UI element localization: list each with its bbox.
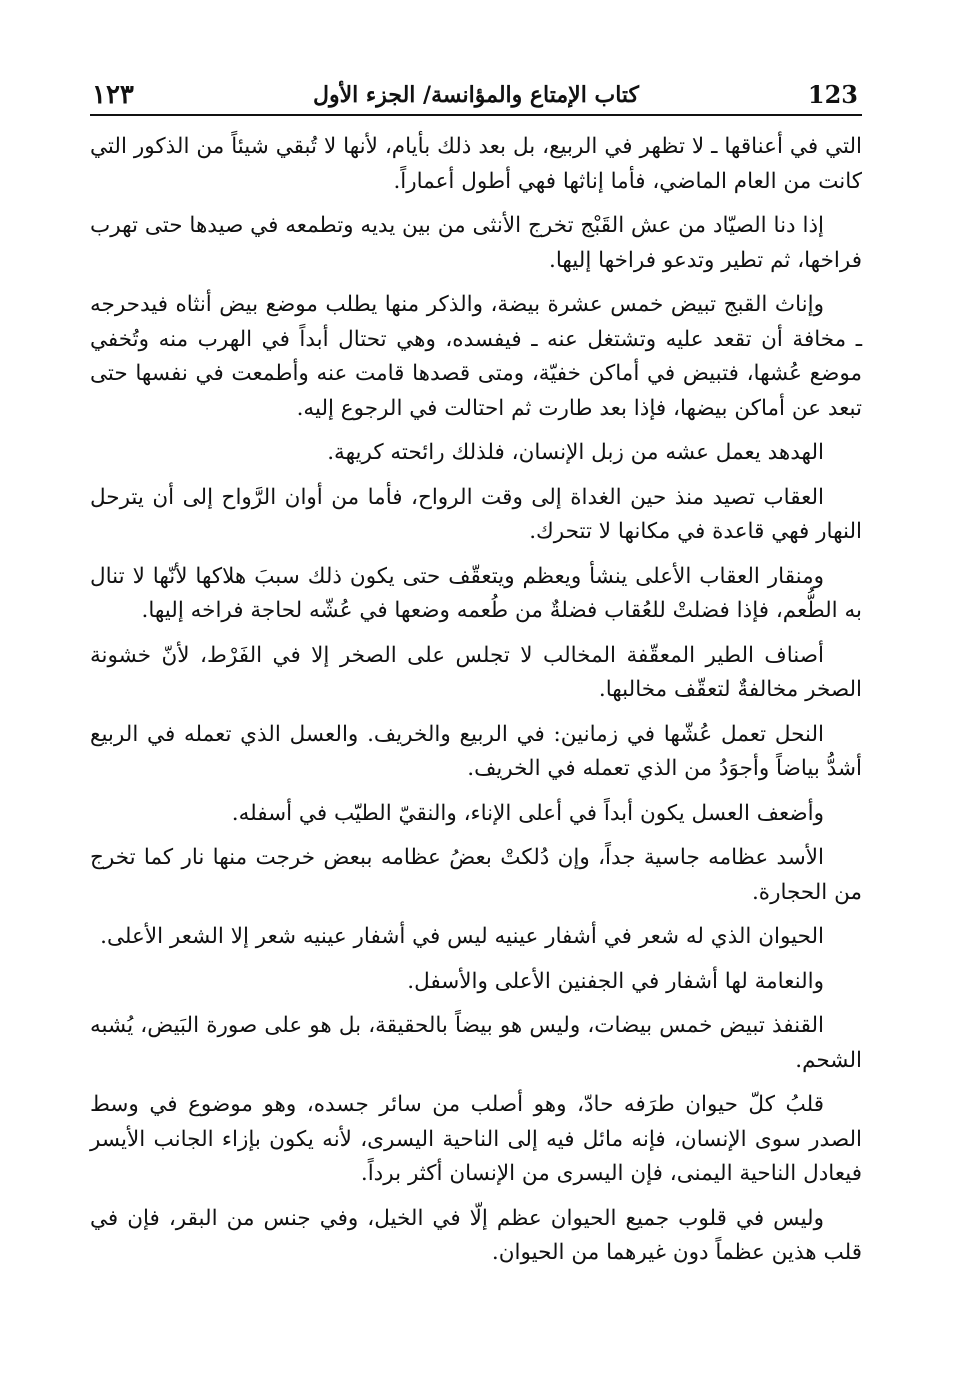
book-title: كتاب الإمتاع والمؤانسة/ الجزء الأول <box>312 82 640 108</box>
page-number-arabic: ١٢٣ <box>92 80 134 110</box>
paragraph: إذا دنا الصيّاد من عش القَبْج تخرج الأنثى من بين يديه وتطمعه في صيدها حتى تهرب فراخها، ثم تطير وتدعو فراخها إليها. <box>90 213 862 273</box>
paragraph: والنعامة لها أشفار في الجفنين الأعلى والأسفل. <box>407 968 824 994</box>
paragraph: العقاب تصيد منذ حين الغداة إلى وقت الرواح، فأما من أوان الرَّواح إلى أن يترحل النهار فهي قاعدة في مكانها لا تتحرك. <box>90 484 862 544</box>
paragraph: وإناث القبج تبيض خمس عشرة بيضة، والذكر منها يطلب موضع بيض أنثاه فيدحرجه ـ مخافة أن تقعد عليه وتشتغل عنه ـ فيفسده، وهي تحتال أبداً في الهرب منه وتُخفي موضع عُشها، فتبيض في أماكن خفيّة، ومتى قصدها قامت عنه وأطمعت في نفسها حتى تبعد عن أماكن بيضها، فإذا بعد طارت ثم احتالت في الرجوع إليه. <box>90 292 862 421</box>
paragraph: ومنقار العقاب الأعلى ينشأ ويعظم ويتعقّف حتى يكون ذلك سببَ هلاكها لأنّها لا تنال به الطُّعم، فإذا فضلتْ للعُقاب فضلةٌ من طُعمه وضعها في عُشّه لحاجة فراخه إليها. <box>90 563 862 623</box>
paragraph: الحيوان الذي له شعر في أشفار عينيه ليس في أشفار عينيه شعر إلا الشعر الأعلى. <box>100 924 824 949</box>
paragraph: التي في أعناقها ـ لا تظهر في الربيع، بل بعد ذلك بأيام، لأنها لا تُبقي شيئاً من الذكور التي كانت من العام الماضي، فأما إناثها فهي أطول أعماراً. <box>90 134 862 194</box>
paragraph: وليس في قلوب جميع الحيوان عظم إلّا في الخيل، وفي جنس من البقر، فإن في قلب هذين عظماً دون غيرهما من الحيوان. <box>90 1205 862 1265</box>
paragraph: الأسد عظامه جاسية جداً، وإن دُلكتْ بعضُ عظامه ببعض خرجت منها نار كما تخرج من الحجارة. <box>90 845 862 905</box>
paragraph: القنفذ تبيض خمس بيضات، وليس هو بيضاً بالحقيقة، بل هو على صورة البَيض، يُشبه الشحم. <box>90 1013 862 1073</box>
book-page <box>90 70 862 1370</box>
page-number-latin: 123 <box>807 80 858 109</box>
paragraph: الهدهد يعمل عشه من زبل الإنسان، فلذلك رائحته كريهة. <box>327 440 824 465</box>
paragraph: النحل تعمل عُشّها في زمانين: في الربيع والخريف. والعسل الذي تعمله في الربيع أشدُّ بياضاً وأجوَدُ من الذي تعمله في الخريف. <box>90 721 862 781</box>
running-header <box>90 70 862 116</box>
paragraph: وأضعف العسل يكون أبداً في أعلى الإناء، والنقيّ الطيّب في أسفله. <box>231 800 824 826</box>
paragraph: قلبُ كلّ حيوان طرَفه حادّ، وهو أصلب من سائر جسده، وهو موضوع في وسط الصدر سوى الإنسان، فإنه مائل فيه إلى الناحية اليسرى، لأنه يكون بإزاء الجانب الأيسر فيعادل الناحية اليمنى، فإن اليسرى من الإنسان أكثر برداً. <box>90 1092 862 1186</box>
page-body <box>90 130 862 1271</box>
paragraph: أصناف الطير المعقّفة المخالب لا تجلس على الصخر إلا في الفَرْط، لأنّ خشونة الصخر مخالفةٌ لتعقّف مخالبها. <box>90 642 862 702</box>
